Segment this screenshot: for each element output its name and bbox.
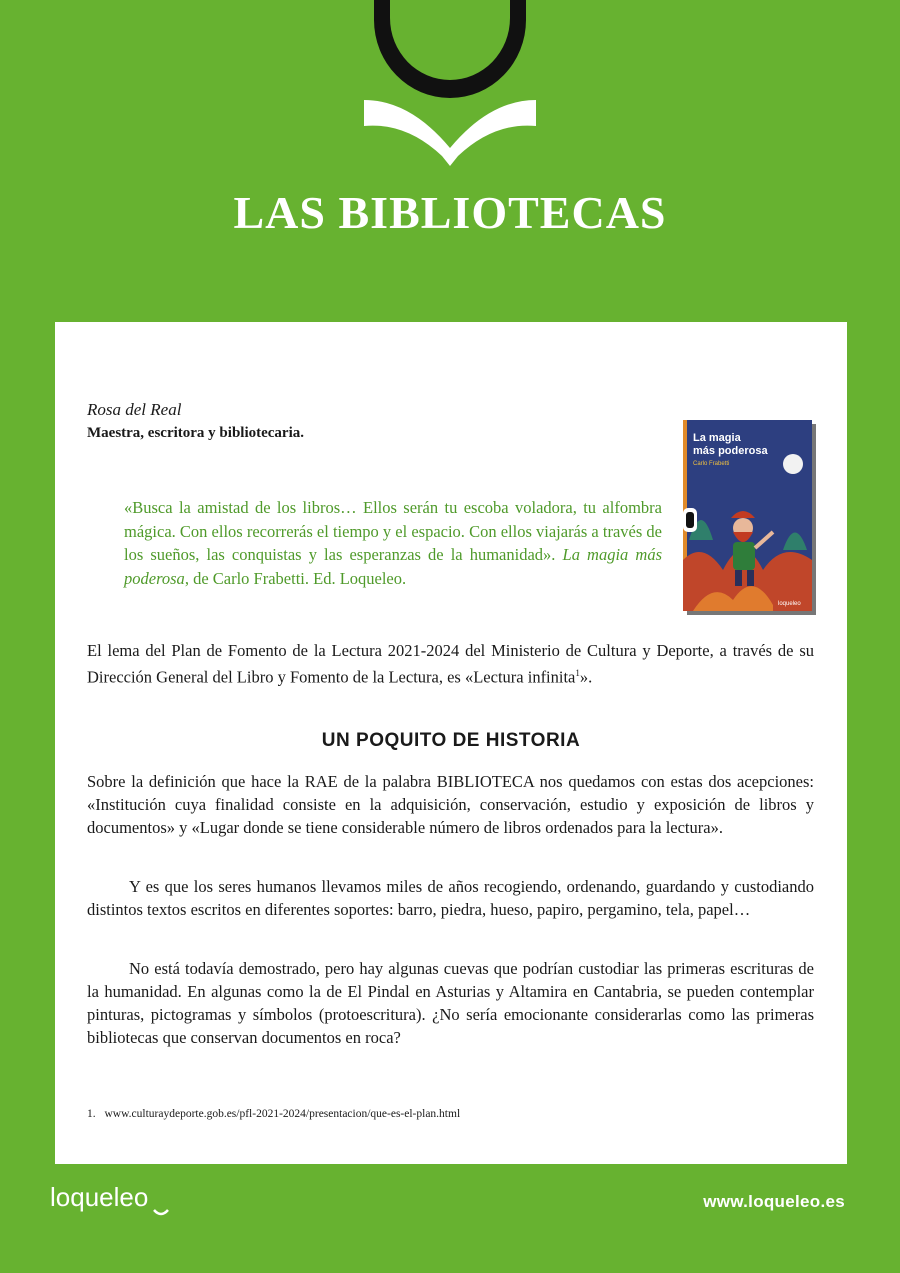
history-paragraph-3: No está todavía demostrado, pero hay algunas cuevas que podrían custodiar las primeras escrituras de la humanidad. En algunas como la de El Pindal en Asturias y Altamira en Cantabria, se pueden contemplar pinturas, pictogramas y símbolos (protoescritura). ¿No sería emocionante considerarlas como las primeras bibliotecas que conservan documentos en roca? [87,959,814,1047]
author-name: Rosa del Real [87,400,182,419]
book-cover-title-line2: más poderosa [693,445,768,457]
loqueleo-o-mark-icon [374,0,526,98]
section-heading: UN POQUITO DE HISTORIA [321,730,581,751]
lema-paragraph [87,639,814,689]
book-cover-author: Carlo Frabetti [693,461,730,467]
book-cover-title-line1: La magia [693,432,741,444]
quote-book-credit: , de Carlo Frabetti. Ed. Loqueleo. [184,568,407,588]
footnote-number: 1. [87,1108,96,1120]
content-card [55,322,847,1164]
page-title: LAS BIBLIOTECAS [233,187,667,238]
footer-website-link[interactable]: www.loqueleo.es [703,1192,845,1211]
loqueleo-brand-logo[interactable] [50,1180,180,1220]
open-book-icon [364,100,536,166]
history-paragraph-2: Y es que los seres humanos llevamos miles de años recogiendo, ordenando, guardando y custodiando distintos textos escritos en diferentes soportes: barro, piedra, hueso, papiro, pergamino, tela, papel… [87,877,814,919]
book-cover-image [683,420,816,615]
lema-text: El lema del Plan de Fomento de la Lectura 2021-2024 del Ministerio de Cultura y Deporte, a través de su Dirección General del Libro y Fomento de la Lectura, es «Lectura infinita [87,641,814,687]
header-logo-mark [0,0,900,180]
lema-text-end: ». [579,667,593,687]
book-cover-publisher: loqueleo [778,601,801,607]
quote-text: «Busca la amistad de los libros… Ellos serán tu escoba voladora, tu alfombra mágica. Con ellos recorrerás el tiempo y el espacio. Con ellos viajarás a través de los sueños, las conquistas y las esperanzas de la humanidad». [124,498,662,564]
footnote [87,1108,460,1120]
history-paragraph-1: Sobre la definición que hace la RAE de la palabra BIBLIOTECA nos quedamos con estas dos acepciones: «Institución cuya finalidad consiste en la adquisición, conservación, estudio y exposición de libros y documentos» y «Lugar donde se tiene considerable número de libros ordenados para la lectura». [87,772,814,837]
quote-book-title: La magia más poderosa [124,545,663,588]
footer-brand-text: loqueleo [50,1182,149,1212]
footnote-ref: 1 [575,668,580,678]
author-role: Maestra, escritora y bibliotecaria. [87,425,305,441]
footnote-url[interactable]: www.culturaydeporte.gob.es/pfl-2021-2024/presentacion/que-es-el-plan.html [104,1108,461,1120]
book-quote [124,496,662,590]
